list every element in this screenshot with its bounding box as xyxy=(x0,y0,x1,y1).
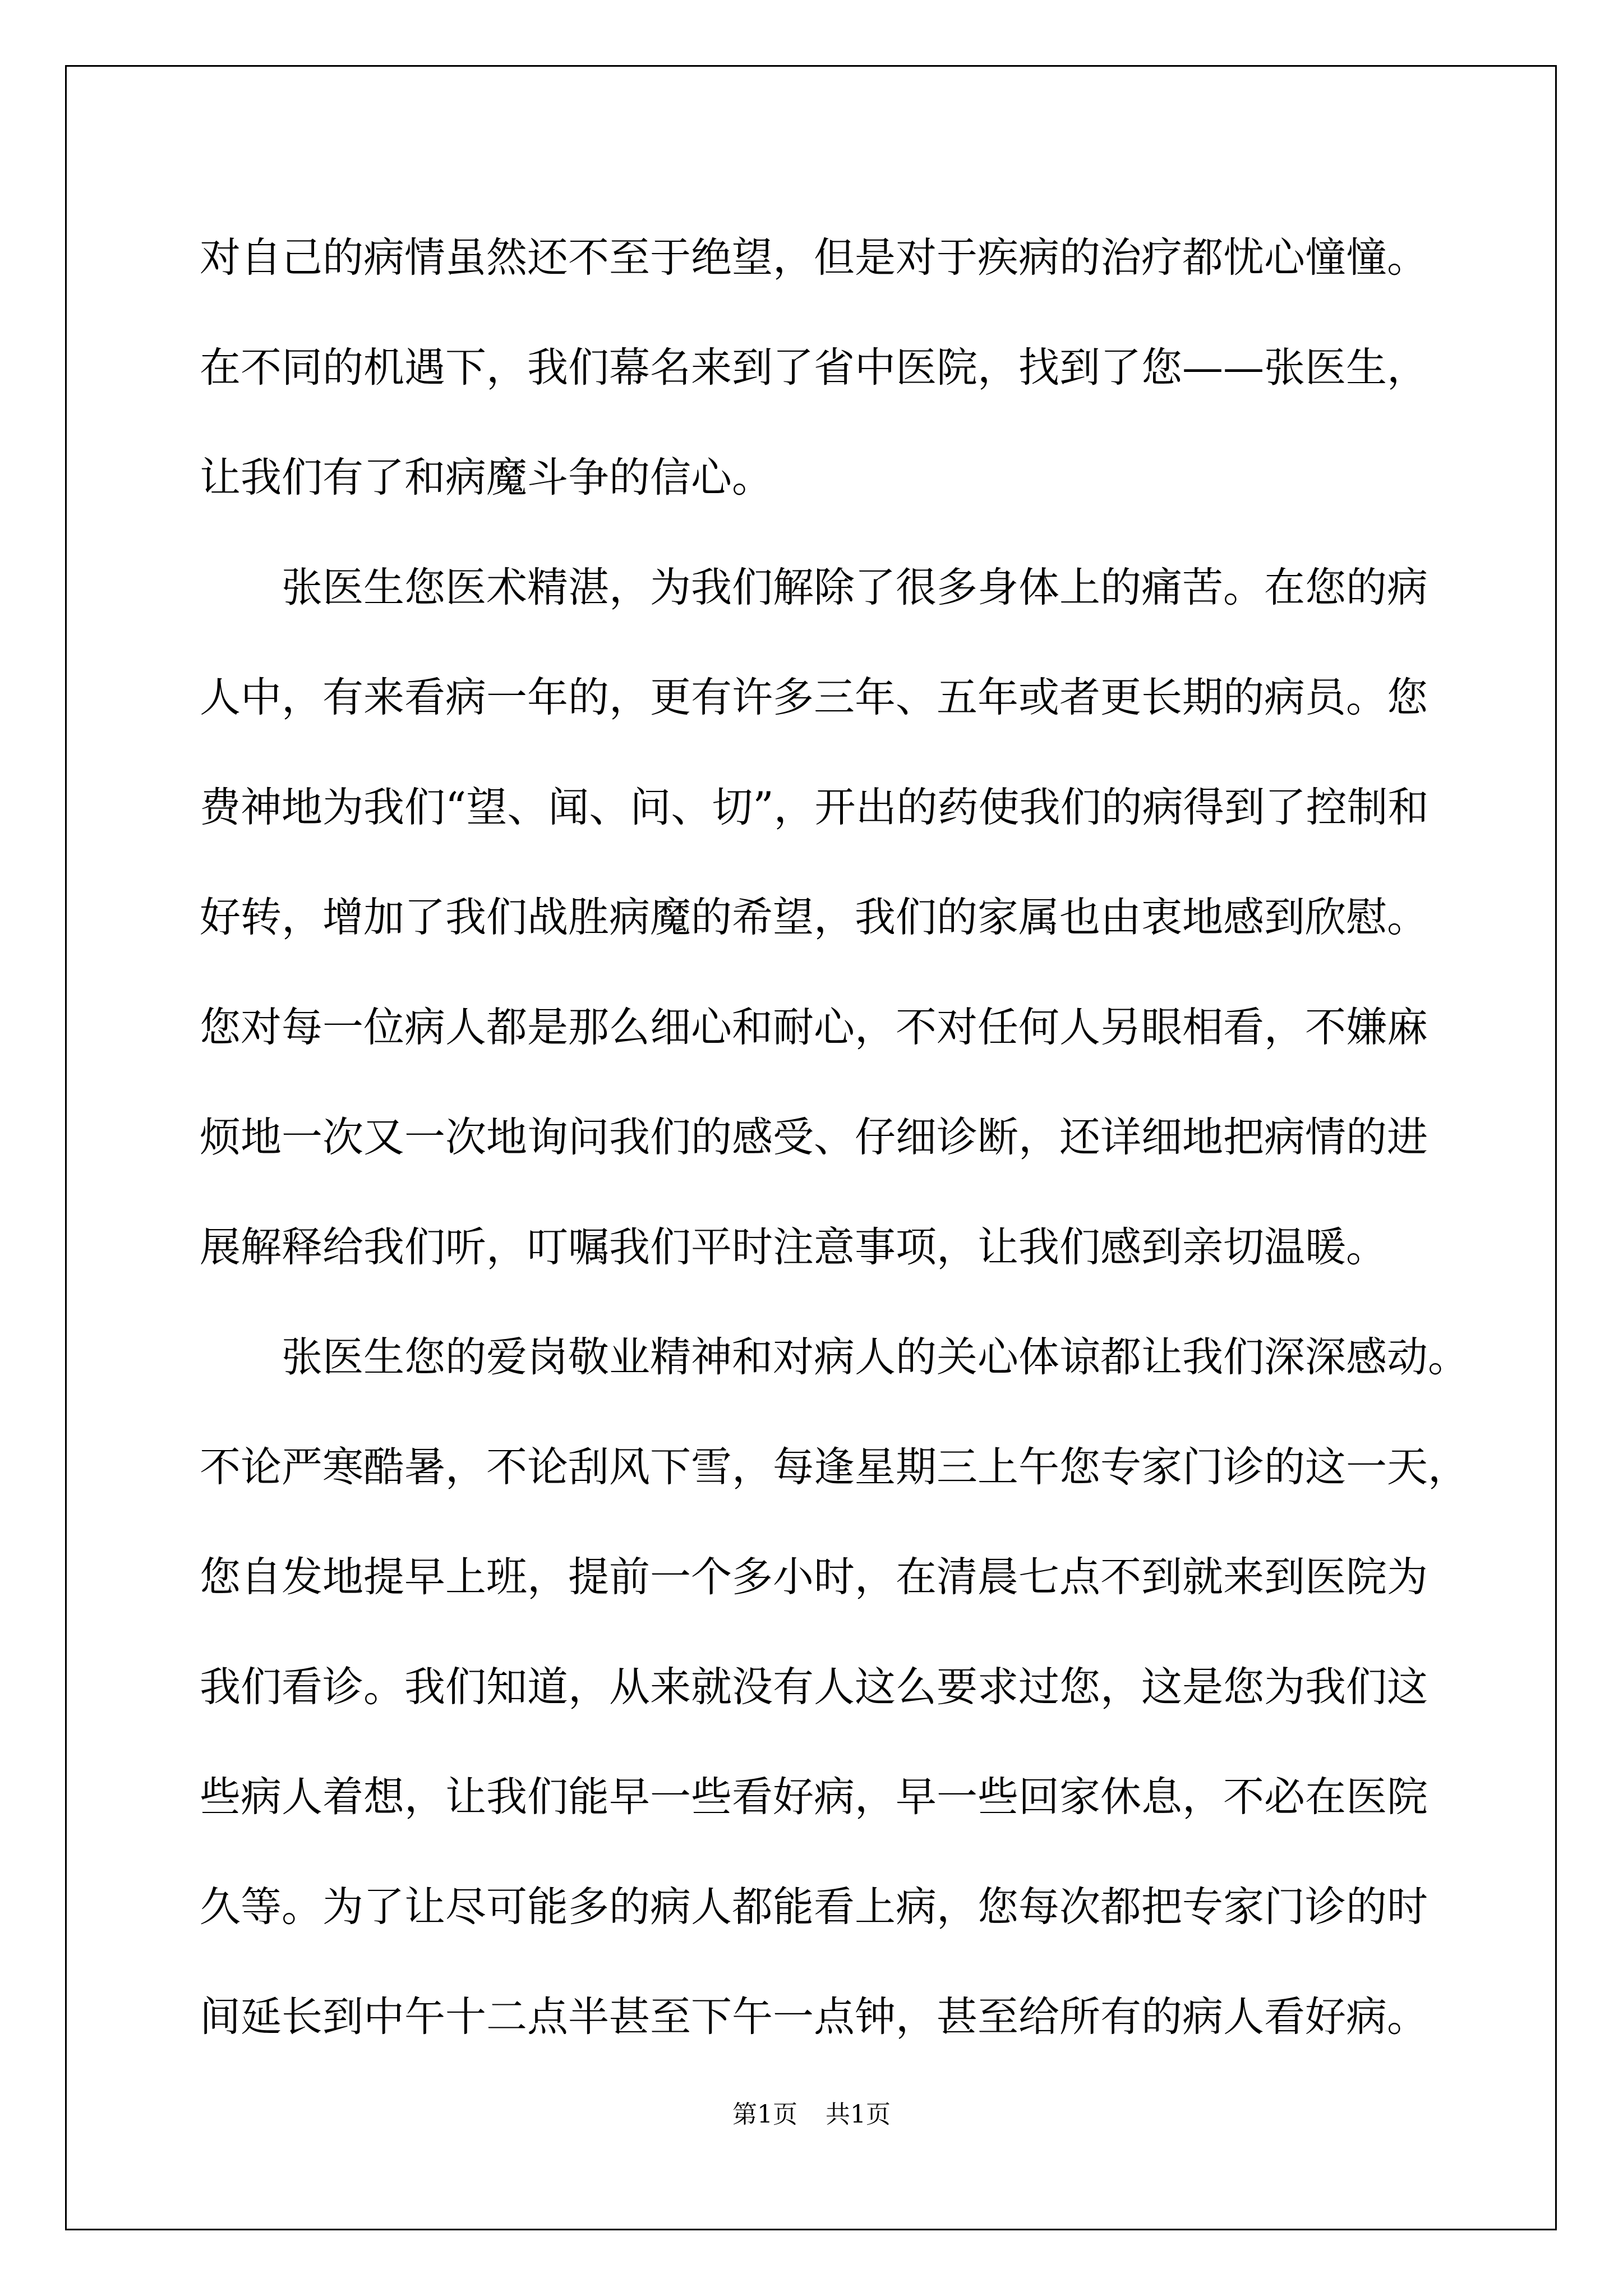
text-line: 间延长到中午十二点半甚至下午一点钟，甚至给所有的病人看好病。 xyxy=(200,1993,1428,2041)
page-total: 共1页 xyxy=(826,2100,891,2129)
text-line: 久等。为了让尽可能多的病人都能看上病，您每次都把专家门诊的时 xyxy=(200,1883,1428,1931)
text-line: 不论严寒酷暑，不论刮风下雪，每逢星期三上午您专家门诊的这一天， xyxy=(200,1443,1469,1491)
text-line: 您对每一位病人都是那么细心和耐心，不对任何人另眼相看，不嫌麻 xyxy=(200,1004,1428,1051)
document-body xyxy=(200,203,1469,2072)
text-line: 在不同的机遇下，我们幕名来到了省中医院，找到了您——张医生， xyxy=(200,344,1428,392)
text-line: 烦地一次又一次地询问我们的感受、仔细诊断，还详细地把病情的进 xyxy=(200,1114,1428,1161)
text-line: 让我们有了和病魔斗争的信心。 xyxy=(200,454,773,501)
text-line: 我们看诊。我们知道，从来就没有人这么要求过您，这是您为我们这 xyxy=(200,1663,1428,1711)
page-number: 第1页 xyxy=(732,2100,797,2129)
text-line: 展解释给我们听，叮嘱我们平时注意事项，让我们感到亲切温暖。 xyxy=(200,1223,1387,1271)
page-footer xyxy=(0,2098,1623,2132)
text-line: 好转，增加了我们战胜病魔的希望，我们的家属也由衷地感到欣慰。 xyxy=(200,894,1428,941)
text-line: 对自己的病情虽然还不至于绝望，但是对于疾病的治疗都忧心憧憧。 xyxy=(200,234,1428,282)
text-line: 张医生您的爱岗敬业精神和对病人的关心体谅都让我们深深感动。 xyxy=(282,1333,1469,1381)
text-line: 些病人着想，让我们能早一些看好病，早一些回家休息，不必在医院 xyxy=(200,1773,1428,1821)
text-line: 费神地为我们“望、闻、问、切”，开出的药使我们的病得到了控制和 xyxy=(200,784,1429,831)
text-line: 您自发地提早上班，提前一个多小时，在清晨七点不到就来到医院为 xyxy=(200,1553,1428,1601)
text-line: 张医生您医术精湛，为我们解除了很多身体上的痛苦。在您的病 xyxy=(282,564,1428,611)
text-line: 人中，有来看病一年的，更有许多三年、五年或者更长期的病员。您 xyxy=(200,674,1428,721)
